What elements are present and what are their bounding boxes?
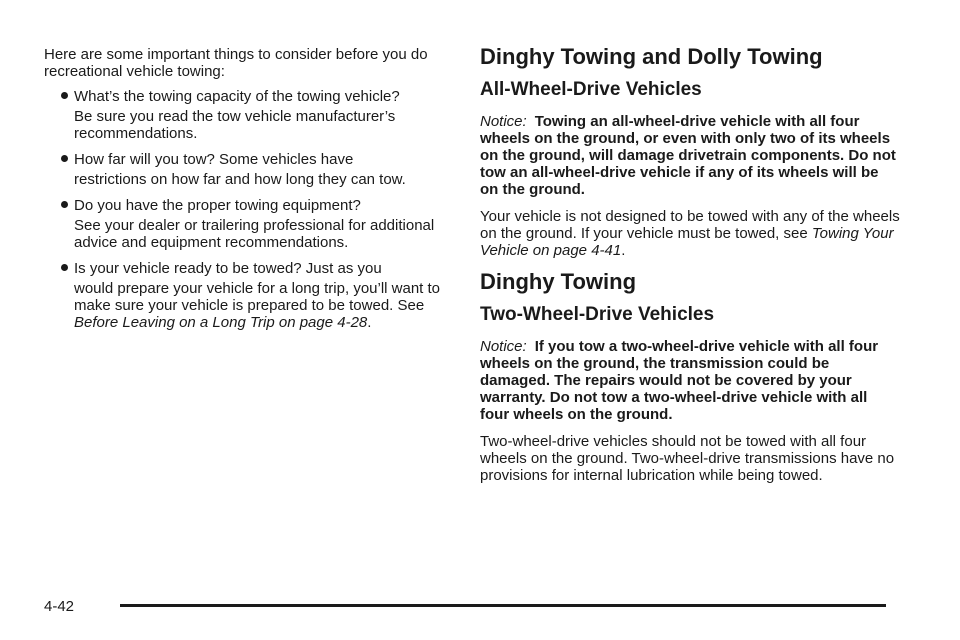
body-paragraph — [480, 208, 900, 259]
notice-text: Towing an all-wheel-drive vehicle with all four wheels on the ground, or even with only two of its wheels on the ground, will damage drivetrain components. Do not tow an all-wheel-drive vehicle if any of its wheels will be on the ground. — [480, 113, 896, 198]
bullet-question: What’s the towing capacity of the towing vehicle? — [74, 88, 400, 105]
body-text: Your vehicle is not designed to be towed with any of the wheels on the ground. If your vehicle must be towed, see — [480, 208, 900, 242]
notice-paragraph — [480, 338, 900, 423]
bullet-question: How far will you tow? Some vehicles have — [74, 151, 354, 168]
bullet-question: Do you have the proper towing equipment? — [74, 197, 361, 214]
list-item — [44, 260, 444, 331]
section-heading: Dinghy Towing and Dolly Towing — [480, 44, 823, 69]
right-column — [480, 44, 900, 494]
list-item — [44, 197, 444, 251]
intro-paragraph: Here are some important things to consider before you do recreational vehicle towing: — [44, 46, 428, 80]
body-text-end: . — [621, 242, 626, 259]
notice-text: If you tow a two-wheel-drive vehicle with all four wheels on the ground, the transmission could be damaged. The repairs would not be covered by your warranty. Do not tow a two-wheel-drive vehicle with all four wheels on the ground. — [480, 338, 879, 423]
list-item — [44, 88, 444, 142]
list-item — [44, 151, 444, 188]
notice-label: Notice: — [480, 113, 527, 130]
bullet-icon — [61, 201, 68, 208]
bullet-text: See your dealer or trailering professional for additional advice and equipment recommendations. — [74, 217, 435, 251]
consideration-list — [44, 88, 444, 331]
subsection-heading: All-Wheel-Drive Vehicles — [480, 79, 702, 100]
bullet-text-body: would prepare your vehicle for a long trip, you’ll want to make sure your vehicle is prepared to be towed. See — [74, 280, 441, 314]
subsection-heading: Two-Wheel-Drive Vehicles — [480, 304, 715, 325]
bullet-text: Be sure you read the tow vehicle manufacturer’s recommendations. — [74, 108, 396, 142]
section-heading: Dinghy Towing — [480, 269, 637, 294]
notice-label: Notice: — [480, 338, 527, 355]
body-paragraph: Two-wheel-drive vehicles should not be towed with all four wheels on the ground. Two-wheel-drive transmissions have no provisions for internal lubrication while being towed. — [480, 433, 895, 484]
bullet-text: restrictions on how far and how long they can tow. — [74, 171, 406, 188]
bullet-text-end: . — [367, 314, 372, 331]
cross-reference-link[interactable]: Towing Your Vehicle on page 4-41 — [480, 225, 894, 259]
bullet-icon — [61, 155, 68, 162]
page-number: 4-42 — [44, 598, 75, 615]
bullet-icon — [61, 92, 68, 99]
footer-rule — [120, 604, 886, 607]
bullet-text — [74, 280, 444, 331]
notice-paragraph — [480, 113, 900, 198]
left-column — [44, 46, 444, 340]
bullet-question: Is your vehicle ready to be towed? Just as you — [74, 260, 382, 277]
bullet-icon — [61, 264, 68, 271]
cross-reference-link[interactable]: Before Leaving on a Long Trip on page 4-28 — [74, 314, 368, 331]
